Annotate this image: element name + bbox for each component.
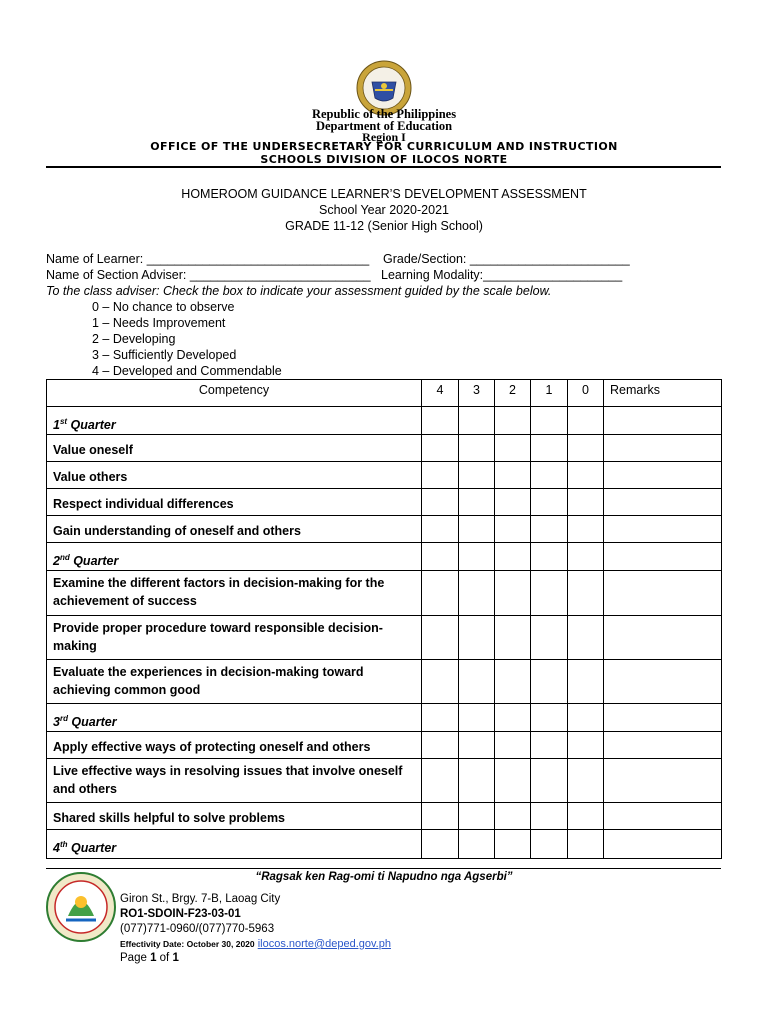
remarks-cell[interactable]	[604, 704, 722, 732]
score-0-checkbox[interactable]	[568, 803, 604, 830]
score-4-checkbox[interactable]	[422, 616, 459, 660]
score-0-checkbox[interactable]	[568, 543, 604, 571]
remarks-cell[interactable]	[604, 571, 722, 616]
score-1-checkbox[interactable]	[531, 732, 568, 759]
score-1-checkbox[interactable]	[531, 543, 568, 571]
score-1-checkbox[interactable]	[531, 704, 568, 732]
score-3-checkbox[interactable]	[459, 435, 495, 462]
score-4-checkbox[interactable]	[422, 489, 459, 516]
quarter-number: 4	[53, 841, 60, 856]
competency-row	[47, 489, 722, 516]
remarks-cell[interactable]	[604, 489, 722, 516]
score-1-checkbox[interactable]	[531, 616, 568, 660]
score-3-checkbox[interactable]	[459, 462, 495, 489]
remarks-cell[interactable]	[604, 830, 722, 858]
score-3-checkbox[interactable]	[459, 516, 495, 543]
score-4-checkbox[interactable]	[422, 516, 459, 543]
score-3-checkbox[interactable]	[459, 803, 495, 830]
competency-row	[47, 732, 722, 759]
quarter-ordinal: rd	[59, 714, 68, 724]
grade-section-field[interactable]: Grade/Section: _______________________	[383, 252, 630, 266]
remarks-cell[interactable]	[604, 803, 722, 830]
score-3-checkbox[interactable]	[459, 759, 495, 803]
header-divider	[46, 166, 721, 168]
score-4-checkbox[interactable]	[422, 543, 459, 571]
competency-text: Respect individual differences	[47, 489, 422, 516]
score-2-checkbox[interactable]	[495, 759, 531, 803]
header-remarks: Remarks	[604, 380, 722, 407]
competency-row	[47, 803, 722, 830]
remarks-cell[interactable]	[604, 516, 722, 543]
scale-item: 0 – No chance to observe	[92, 300, 235, 314]
competency-row	[47, 759, 722, 803]
section-adviser-field[interactable]: Name of Section Adviser: __________________________	[46, 268, 371, 282]
remarks-cell[interactable]	[604, 462, 722, 489]
quarter-word: Quarter	[67, 841, 117, 856]
competency-text: Apply effective ways of protecting oneself and others	[47, 732, 422, 759]
learner-name-field[interactable]: Name of Learner: ________________________________	[46, 252, 370, 266]
score-4-checkbox[interactable]	[422, 732, 459, 759]
competency-text: Live effective ways in resolving issues that involve oneself and others	[47, 759, 422, 803]
score-4-checkbox[interactable]	[422, 462, 459, 489]
score-0-checkbox[interactable]	[568, 704, 604, 732]
score-2-checkbox[interactable]	[495, 516, 531, 543]
competency-row	[47, 616, 722, 660]
score-4-checkbox[interactable]	[422, 830, 459, 858]
quarter-label	[47, 407, 422, 435]
score-2-checkbox[interactable]	[495, 543, 531, 571]
footer-phone: (077)771-0960/(077)770-5963	[120, 923, 275, 935]
quarter-row	[47, 543, 722, 571]
quarter-word: Quarter	[67, 715, 117, 730]
score-0-checkbox[interactable]	[568, 830, 604, 858]
score-2-checkbox[interactable]	[495, 830, 531, 858]
score-1-checkbox[interactable]	[531, 489, 568, 516]
header-score-4: 4	[422, 380, 459, 407]
footer-divider	[46, 868, 721, 869]
score-0-checkbox[interactable]	[568, 462, 604, 489]
learning-modality-field[interactable]: Learning Modality:____________________	[381, 268, 623, 282]
division-logo	[46, 872, 116, 942]
header-republic: Republic of the Philippines	[311, 107, 457, 121]
header-region: Region I	[362, 130, 406, 144]
score-0-checkbox[interactable]	[568, 571, 604, 616]
score-3-checkbox[interactable]	[459, 571, 495, 616]
footer-motto: “Ragsak ken Rag-omi ti Napudno nga Agserbi”	[255, 871, 513, 883]
header-score-2: 2	[495, 380, 531, 407]
competency-row	[47, 462, 722, 489]
score-1-checkbox[interactable]	[531, 660, 568, 704]
score-2-checkbox[interactable]	[495, 803, 531, 830]
remarks-cell[interactable]	[604, 407, 722, 435]
competency-text: Value others	[47, 462, 422, 489]
score-1-checkbox[interactable]	[531, 759, 568, 803]
score-4-checkbox[interactable]	[422, 435, 459, 462]
quarter-label	[47, 543, 422, 571]
score-0-checkbox[interactable]	[568, 489, 604, 516]
competency-text: Gain understanding of oneself and others	[47, 516, 422, 543]
score-2-checkbox[interactable]	[495, 407, 531, 435]
quarter-row	[47, 407, 722, 435]
score-4-checkbox[interactable]	[422, 759, 459, 803]
competency-row	[47, 516, 722, 543]
remarks-cell[interactable]	[604, 660, 722, 704]
score-2-checkbox[interactable]	[495, 660, 531, 704]
competency-text: Evaluate the experiences in decision-making toward achieving common good	[47, 660, 422, 704]
scale-item: 3 – Sufficiently Developed	[92, 348, 237, 362]
header-department: Department of Education	[315, 119, 453, 133]
page-of: of	[156, 952, 173, 964]
quarter-word: Quarter	[69, 554, 119, 569]
footer-effectivity: Effectivity Date: October 30, 2020	[120, 939, 255, 949]
remarks-cell[interactable]	[604, 759, 722, 803]
competency-row	[47, 435, 722, 462]
remarks-cell[interactable]	[604, 435, 722, 462]
header-office: OFFICE OF THE UNDERSECRETARY FOR CURRICULUM AND INSTRUCTION	[150, 140, 618, 153]
score-1-checkbox[interactable]	[531, 462, 568, 489]
quarter-label	[47, 704, 422, 732]
competency-text: Value oneself	[47, 435, 422, 462]
score-2-checkbox[interactable]	[495, 704, 531, 732]
remarks-cell[interactable]	[604, 616, 722, 660]
quarter-row	[47, 830, 722, 858]
score-4-checkbox[interactable]	[422, 704, 459, 732]
competency-text: Shared skills helpful to solve problems	[47, 803, 422, 830]
score-4-checkbox[interactable]	[422, 803, 459, 830]
score-3-checkbox[interactable]	[459, 489, 495, 516]
school-year: School Year 2020-2021	[319, 203, 449, 217]
quarter-ordinal: st	[59, 417, 68, 426]
score-2-checkbox[interactable]	[495, 462, 531, 489]
quarter-ordinal: nd	[59, 553, 70, 563]
score-3-checkbox[interactable]	[459, 543, 495, 571]
header-score-1: 1	[531, 380, 568, 407]
grade-level: GRADE 11-12 (Senior High School)	[285, 219, 483, 233]
instruction-text: To the class adviser: Check the box to indicate your assessment guided by the scale below.	[46, 284, 552, 298]
quarter-label	[47, 830, 422, 858]
score-0-checkbox[interactable]	[568, 732, 604, 759]
score-0-checkbox[interactable]	[568, 660, 604, 704]
score-2-checkbox[interactable]	[495, 571, 531, 616]
score-2-checkbox[interactable]	[495, 435, 531, 462]
header-score-3: 3	[459, 380, 495, 407]
quarter-number: 3	[53, 715, 60, 730]
table-header-row	[47, 380, 722, 407]
quarter-number: 2	[53, 554, 60, 569]
score-1-checkbox[interactable]	[531, 571, 568, 616]
quarter-word: Quarter	[67, 418, 116, 433]
quarter-row	[47, 704, 722, 732]
score-0-checkbox[interactable]	[568, 759, 604, 803]
remarks-cell[interactable]	[604, 732, 722, 759]
score-3-checkbox[interactable]	[459, 616, 495, 660]
footer-address: Giron St., Brgy. 7-B, Laoag City	[120, 893, 281, 905]
footer-page-number	[120, 952, 179, 964]
score-4-checkbox[interactable]	[422, 660, 459, 704]
score-1-checkbox[interactable]	[531, 803, 568, 830]
score-2-checkbox[interactable]	[495, 616, 531, 660]
competency-row	[47, 660, 722, 704]
score-1-checkbox[interactable]	[531, 435, 568, 462]
score-3-checkbox[interactable]	[459, 660, 495, 704]
score-0-checkbox[interactable]	[568, 616, 604, 660]
remarks-cell[interactable]	[604, 543, 722, 571]
header-division: SCHOOLS DIVISION OF ILOCOS NORTE	[260, 153, 508, 166]
footer-email-link[interactable]: ilocos.norte@deped.gov.ph	[257, 938, 391, 950]
footer-form-code: RO1-SDOIN-F23-03-01	[120, 908, 241, 920]
score-3-checkbox[interactable]	[459, 830, 495, 858]
page-current: 1	[150, 952, 157, 964]
scale-item: 1 – Needs Improvement	[92, 316, 226, 330]
score-1-checkbox[interactable]	[531, 407, 568, 435]
quarter-ordinal: th	[59, 840, 68, 850]
score-3-checkbox[interactable]	[459, 732, 495, 759]
score-0-checkbox[interactable]	[568, 407, 604, 435]
quarter-number: 1	[53, 418, 60, 433]
scale-item: 2 – Developing	[92, 332, 176, 346]
document-title: HOMEROOM GUIDANCE LEARNER’S DEVELOPMENT ASSESSMENT	[181, 187, 587, 201]
score-4-checkbox[interactable]	[422, 407, 459, 435]
score-0-checkbox[interactable]	[568, 435, 604, 462]
competency-text: Provide proper procedure toward responsible decision-making	[47, 616, 422, 660]
header-score-0: 0	[568, 380, 604, 407]
score-1-checkbox[interactable]	[531, 516, 568, 543]
scale-item: 4 – Developed and Commendable	[92, 364, 282, 378]
score-3-checkbox[interactable]	[459, 407, 495, 435]
score-0-checkbox[interactable]	[568, 516, 604, 543]
score-2-checkbox[interactable]	[495, 489, 531, 516]
competency-row	[47, 571, 722, 616]
score-1-checkbox[interactable]	[531, 830, 568, 858]
page-label: Page	[120, 952, 151, 964]
header-competency: Competency	[47, 380, 422, 407]
competency-text: Examine the different factors in decision-making for the achievement of success	[47, 571, 422, 616]
score-4-checkbox[interactable]	[422, 571, 459, 616]
page-total: 1	[172, 952, 179, 964]
score-3-checkbox[interactable]	[459, 704, 495, 732]
score-2-checkbox[interactable]	[495, 732, 531, 759]
assessment-table	[46, 379, 722, 859]
